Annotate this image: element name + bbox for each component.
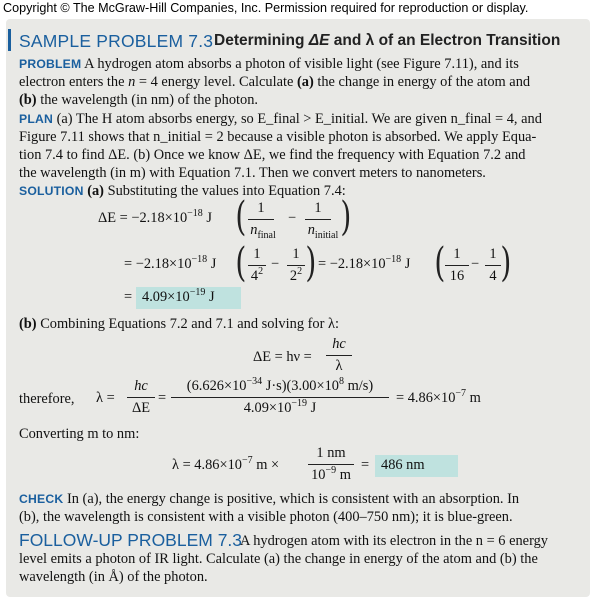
eq2-mid-unit: J (401, 256, 411, 272)
check-heading: CHECK (19, 492, 64, 506)
part-b-label: (b) (19, 316, 37, 332)
lambda-result-unit: m (466, 390, 481, 406)
eq1-frac1-num: 1 (257, 200, 265, 216)
problem-text-2b: = 4 energy level. Calculate (135, 74, 297, 90)
eq2-open-paren-2: ( (434, 240, 446, 286)
eq4-hc: hc (332, 336, 346, 352)
eq1-lhs (98, 210, 212, 227)
eq1-minus: − (288, 210, 297, 226)
problem-part-a: (a) (296, 74, 314, 90)
converting-label: Converting m to nm: (19, 426, 140, 442)
eq4-num (326, 336, 352, 353)
eq1-n-initial: n (307, 222, 315, 238)
eq1-frac2-den (300, 222, 346, 239)
plan-line-4: the wavelength (in m) with Equation 7.1. Then we convert meters to nanometers. (19, 165, 486, 181)
conv-exp: −7 (241, 455, 253, 467)
title-delta-e: ΔE (308, 32, 330, 49)
equals-sign-1: = (158, 390, 167, 406)
follow-up-line-3: wavelength (in Å) of the photon. (19, 569, 208, 585)
big-frac-bar (171, 397, 389, 398)
eq2-minus-2: − (471, 256, 480, 272)
eq3-unit: J (205, 289, 215, 305)
conv-lhs (172, 457, 279, 474)
eq2-exponent: −18 (191, 254, 208, 266)
title-prefix: Determining (214, 32, 309, 49)
eq2-square2: 2 (297, 266, 303, 278)
eq3-equals: = (124, 289, 133, 305)
plan-heading: PLAN (19, 112, 53, 126)
plan-line-2: Figure 7.11 shows that n_initial = 2 because a visible photon is absorbed. We apply Equa- (19, 129, 537, 145)
num-exp-1: −34 (246, 376, 263, 388)
eq2-frac4-den: 4 (489, 268, 497, 284)
eq1-sub-final: final (257, 229, 276, 241)
eq2-lhs (124, 256, 216, 273)
big-frac-num (171, 378, 389, 395)
eq3-value: 4.09×10 (142, 289, 190, 305)
eq2-two: 2 (289, 268, 298, 284)
problem-text-1: A hydrogen atom absorbs a photon of visible light (see Figure 7.11), and its (84, 56, 519, 72)
plan-line-3: tion 7.4 to find ΔE. (b) Once we know ΔE, we find the frequency with Equation 7.2 and (19, 147, 526, 163)
den-part-b: J (307, 400, 317, 416)
problem-n-symbol: n (128, 74, 136, 90)
eq2-mid-text: = −2.18×10 (318, 256, 386, 272)
eq2-frac4-bar (485, 265, 501, 266)
eq1-n-final: n (250, 222, 258, 238)
eq3-result (142, 289, 215, 306)
num-exp-2: 8 (339, 376, 344, 388)
part-b-text: Combining Equations 7.2 and 7.1 and solving for λ: (36, 316, 339, 332)
eq2-frac1-num: 1 (253, 246, 261, 262)
eq2-frac2-num: 1 (292, 246, 300, 262)
eq4-den: λ (335, 358, 343, 374)
eq2-unit: J (207, 256, 217, 272)
copyright-notice: Copyright © The McGraw-Hill Companies, Inc. Permission required for reproduction or display. (3, 1, 529, 15)
conv-den-exp: −9 (325, 465, 337, 477)
den-exp: −19 (291, 398, 308, 410)
sample-problem-label: SAMPLE PROBLEM 7.3 (19, 31, 214, 51)
eq1-close-paren: ) (340, 194, 352, 240)
problem-heading: PROBLEM (19, 57, 82, 71)
eq2-square1: 2 (258, 266, 264, 278)
follow-up-line-2: level emits a photon of IR light. Calculate (a) the change in energy of the atom and (b) the (19, 551, 538, 567)
problem-text-2c: the change in energy of the atom and (313, 74, 531, 90)
conv-lhs-text: λ = 4.86×10 (172, 457, 242, 473)
conv-den-unit: m (336, 467, 351, 483)
part-b-line (19, 315, 339, 333)
eq1-exponent: −18 (187, 208, 203, 220)
eq1-sub-initial: initial (314, 229, 339, 241)
solution-line-1 (19, 182, 346, 200)
lambda-num (127, 378, 155, 395)
therefore-label: therefore, (19, 391, 75, 407)
lambda-result (396, 390, 481, 407)
lambda-bar (127, 397, 155, 398)
eq2-four: 4 (250, 268, 259, 284)
eq2-minus: − (271, 256, 280, 272)
eq1-unit: J (202, 210, 213, 226)
lambda-result-text: = 4.86×10 (396, 390, 456, 406)
title-suffix: and λ of an Electron Transition (329, 32, 561, 49)
eq2-frac3-num: 1 (453, 246, 461, 262)
num-part-c: m/s) (344, 378, 374, 394)
check-line-1 (19, 490, 519, 508)
eq1-frac2-bar (305, 219, 331, 220)
eq2-close-paren-2: ) (500, 240, 512, 286)
eq1-frac2-num: 1 (314, 200, 322, 216)
eq3-exponent: −19 (189, 287, 206, 299)
eq2-frac1-bar (248, 265, 266, 266)
follow-up-line-1: A hydrogen atom with its electron in the n = 6 energy (240, 533, 548, 549)
conv-mid: m × (252, 457, 280, 473)
check-line-2: (b), the wavelength is consistent with a visible photon (400–750 nm); it is blue-green. (19, 509, 513, 525)
lambda-hc: hc (134, 378, 148, 394)
equals-sign-conv: = (361, 457, 370, 473)
den-part-a: 4.09×10 (243, 400, 292, 416)
eq4-lhs: ΔE = hν = (253, 349, 312, 365)
eq4-bar (326, 355, 352, 356)
plan-line-1 (19, 110, 542, 128)
eq2-frac4-num: 1 (489, 246, 497, 262)
check-text-1: In (a), the energy change is positive, which is consistent with an absorption. In (66, 491, 520, 507)
eq2-lhs-text: = −2.18×10 (124, 256, 192, 272)
eq2-frac2-den (285, 268, 307, 285)
problem-text-2a: electron enters the (19, 74, 129, 90)
follow-up-label: FOLLOW-UP PROBLEM 7.3 (19, 530, 243, 550)
plan-text-1: (a) The H atom absorbs energy, so E_final > E_initial. We are given n_final = 4, and (56, 111, 542, 127)
eq1-frac1-den (243, 222, 283, 239)
eq2-mid-exponent: −18 (385, 254, 402, 266)
problem-line-2 (19, 73, 530, 91)
lambda-result-exp: −7 (455, 388, 467, 400)
solution-part-a: (a) (87, 183, 104, 199)
num-part-a: (6.626×10 (186, 378, 247, 394)
eq1-open-paren: ( (235, 194, 247, 240)
eq2-mid (318, 256, 410, 273)
header-accent-bar (8, 29, 11, 51)
problem-part-b: (b) (19, 92, 37, 108)
conv-den (308, 467, 354, 484)
conv-result: 486 nm (381, 457, 425, 473)
eq2-frac1-den (246, 268, 268, 285)
eq2-open-paren: ( (235, 240, 247, 286)
problem-line-1 (19, 55, 519, 73)
eq2-close-paren: ) (305, 240, 317, 286)
problem-text-3: the wavelength (in nm) of the photon. (36, 92, 258, 108)
eq2-frac3-bar (445, 265, 469, 266)
eq2-frac2-bar (287, 265, 305, 266)
solution-intro-text: Substituting the values into Equation 7.4: (103, 183, 346, 199)
problem-line-3 (19, 91, 258, 109)
conv-num: 1 nm (316, 445, 346, 461)
sample-problem-title (214, 32, 560, 50)
eq1-frac1-bar (248, 219, 274, 220)
solution-heading: SOLUTION (19, 184, 84, 198)
eq1-lhs-text: ΔE = −2.18×10 (98, 210, 188, 226)
lambda-eq: λ = (96, 390, 115, 406)
lambda-den: ΔE (131, 400, 151, 416)
big-frac-den (171, 400, 389, 417)
num-part-b: J·s)(3.00×10 (262, 378, 339, 394)
eq2-frac3-den: 16 (449, 268, 465, 284)
conv-den-base: 10 (311, 467, 326, 483)
